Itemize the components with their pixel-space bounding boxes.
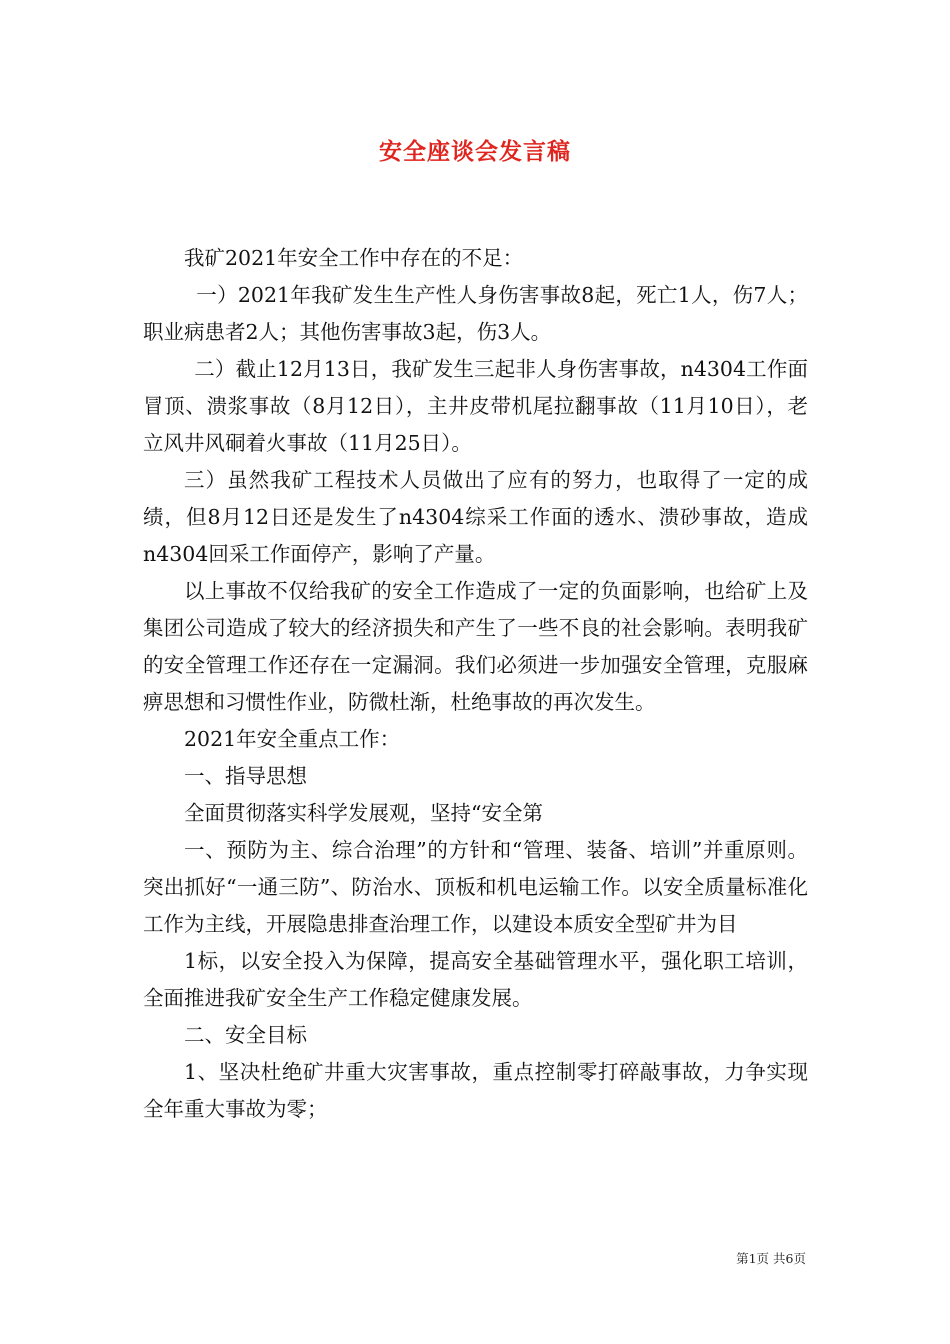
paragraph-guiding-3: 1标，以安全投入为保障，提高安全基础管理水平，强化职工培训，全面推进我矿安全生产工作稳定健康发展。 (143, 949, 808, 1010)
paragraph-goals-heading: 二、安全目标 (184, 1023, 307, 1047)
document-body (143, 240, 808, 1128)
paragraph-goal-1: 1、坚决杜绝矿井重大灾害事故，重点控制零打碎敲事故，力争实现全年重大事故为零； (143, 1060, 808, 1121)
paragraph-intro: 我矿2021年安全工作中存在的不足： (184, 246, 524, 270)
paragraph-item-1: 一）2021年我矿发生生产性人身伤害事故8起，死亡1人，伤7人；职业病患者2人；其他伤害事故3起，伤3人。 (143, 283, 808, 344)
paragraph-summary: 以上事故不仅给我矿的安全工作造成了一定的负面影响，也给矿上及集团公司造成了较大的经济损失和产生了一些不良的社会影响。表明我矿的安全管理工作还存在一定漏洞。我们必须进一步加强安全管理，克服麻痹思想和习惯性作业，防微杜渐，杜绝事故的再次发生。 (143, 579, 808, 714)
document-title: 安全座谈会发言稿 (379, 139, 571, 165)
paragraph-item-2: 二）截止12月13日，我矿发生三起非人身伤害事故，n4304工作面冒顶、溃浆事故（8月12日），主井皮带机尾拉翻事故（11月10日），老立风井风硐着火事故（11月25日）。 (143, 357, 808, 455)
paragraph-item-3: 三）虽然我矿工程技术人员做出了应有的努力，也取得了一定的成绩，但8月12日还是发生了n4304综采工作面的透水、溃砂事故，造成n4304回采工作面停产，影响了产量。 (143, 468, 808, 566)
paragraph-guiding-heading: 一、指导思想 (184, 764, 307, 788)
paragraph-guiding-1: 全面贯彻落实科学发展观，坚持“安全第 (184, 801, 543, 825)
page-number: 第1页 共6页 (736, 1251, 806, 1266)
paragraph-key-work-heading: 2021年安全重点工作： (184, 727, 401, 751)
paragraph-guiding-2: 一、预防为主、综合治理”的方针和“管理、装备、培训”并重原则。突出抓好“一通三防”、防治水、顶板和机电运输工作。以安全质量标准化工作为主线，开展隐患排查治理工作，以建设本质安全型矿井为目 (143, 838, 808, 936)
